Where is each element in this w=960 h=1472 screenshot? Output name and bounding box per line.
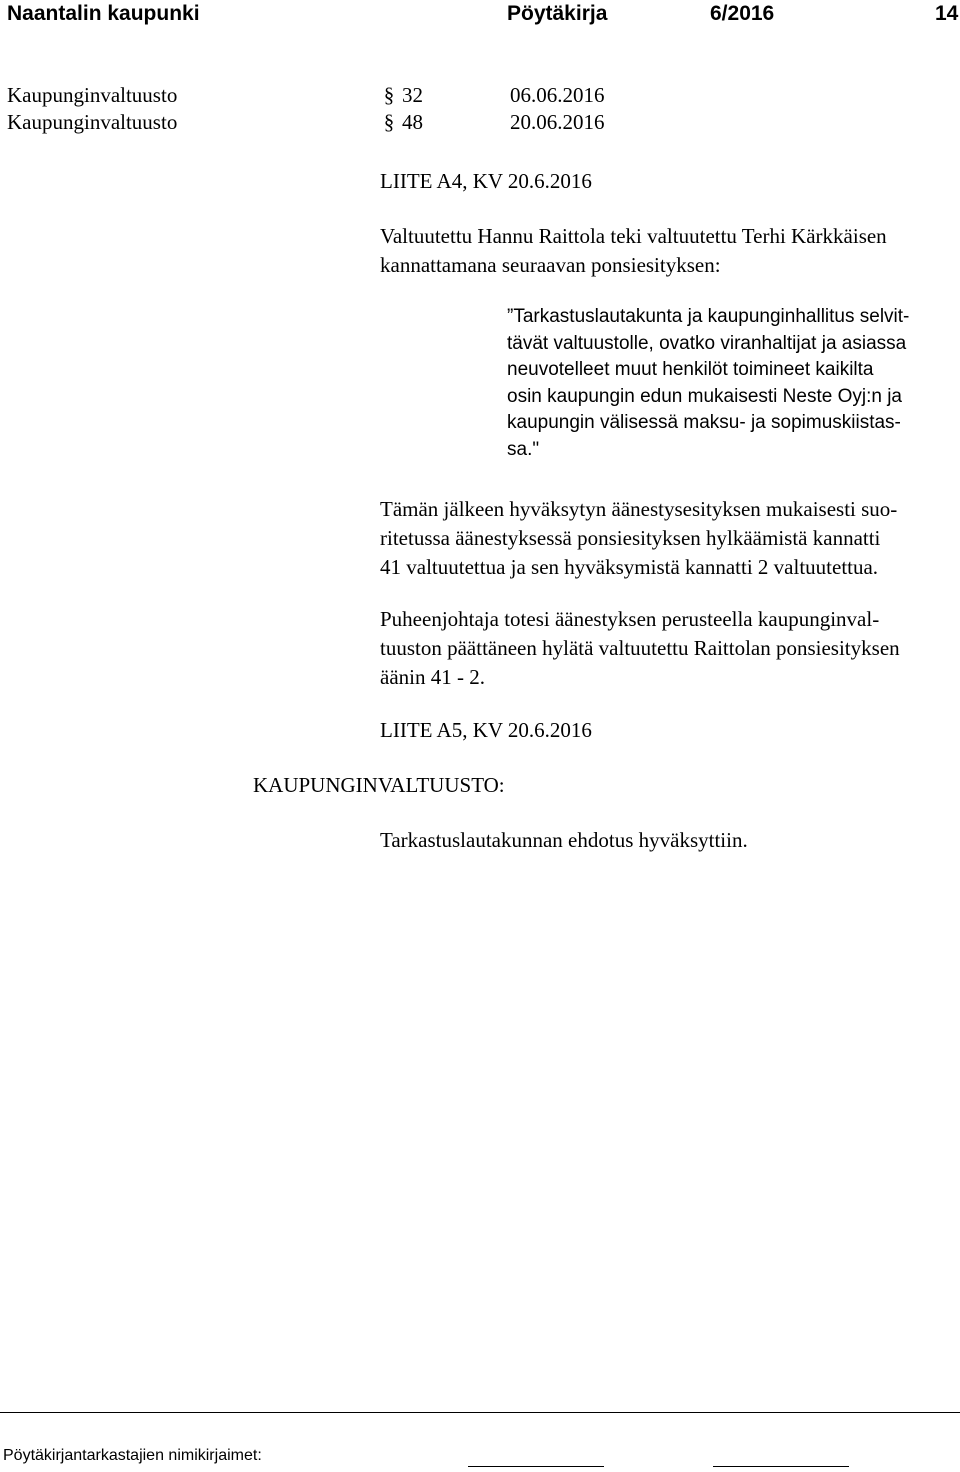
section-icon: §	[383, 110, 395, 134]
attachment-reference-a4: LIITE A4, KV 20.6.2016	[380, 169, 592, 193]
paragraph-line: 41 valtuutettua ja sen hyväksymistä kannatti 2 valtuutettua.	[380, 555, 879, 579]
footer-divider	[0, 1412, 960, 1413]
quote-line: sa."	[507, 438, 540, 460]
meeting-body: Kaupunginvaltuusto	[7, 83, 178, 107]
attachment-reference-a5: LIITE A5, KV 20.6.2016	[380, 718, 592, 742]
paragraph-line: Puheenjohtaja totesi äänestyksen perusteella kaupunginval-	[380, 607, 880, 631]
section-number: 48	[402, 110, 423, 134]
section-symbol	[382, 109, 396, 135]
paragraph-line: Valtuutettu Hannu Raittola teki valtuutettu Terhi Kärkkäisen	[380, 224, 887, 248]
document-type: Pöytäkirja	[507, 2, 608, 25]
chair-paragraph	[380, 605, 960, 692]
intro-paragraph	[380, 222, 960, 280]
paragraph-line: ritetussa äänestyksessä ponsiesityksen hylkäämistä kannatti	[380, 526, 881, 550]
quote-line: osin kaupungin edun mukaisesti Neste Oyj:n ja	[507, 385, 903, 407]
quote-line: neuvotelleet muut henkilöt toimineet kaikilta	[507, 359, 874, 381]
signature-line	[468, 1466, 604, 1467]
decision-label: KAUPUNGINVALTUUSTO:	[253, 773, 505, 797]
section-symbol	[382, 82, 396, 108]
signature-line	[713, 1466, 849, 1467]
meeting-body: Kaupunginvaltuusto	[7, 110, 178, 134]
meeting-date: 06.06.2016	[510, 83, 605, 107]
paragraph-line: Tämän jälkeen hyväksytyn äänestysesityksen mukaisesti suo-	[380, 497, 898, 521]
meeting-date: 20.06.2016	[510, 110, 605, 134]
quote-line: kaupungin välisessä maksu- ja sopimuskiistas-	[507, 412, 901, 434]
paragraph-line: kannattamana seuraavan ponsiesityksen:	[380, 253, 721, 277]
paragraph-line: tuuston päättäneen hylätä valtuutettu Raittolan ponsiesityksen	[380, 636, 900, 660]
quote-line: ”Tarkastuslautakunta ja kaupunginhallitus selvit-	[507, 306, 910, 327]
organization-name: Naantalin kaupunki	[7, 2, 200, 25]
quote-line: tävät valtuustolle, ovatko viranhaltijat ja asiassa	[507, 332, 907, 354]
page-number: 14	[935, 2, 959, 25]
issue-number: 6/2016	[710, 2, 775, 25]
vote-paragraph	[380, 495, 960, 582]
section-number: 32	[402, 83, 423, 107]
section-icon: §	[383, 83, 395, 107]
quoted-motion	[507, 304, 957, 464]
decision-text: Tarkastuslautakunnan ehdotus hyväksyttiin.	[380, 828, 748, 852]
signature-label: Pöytäkirjantarkastajien nimikirjaimet:	[3, 1447, 262, 1464]
paragraph-line: äänin 41 - 2.	[380, 665, 485, 689]
